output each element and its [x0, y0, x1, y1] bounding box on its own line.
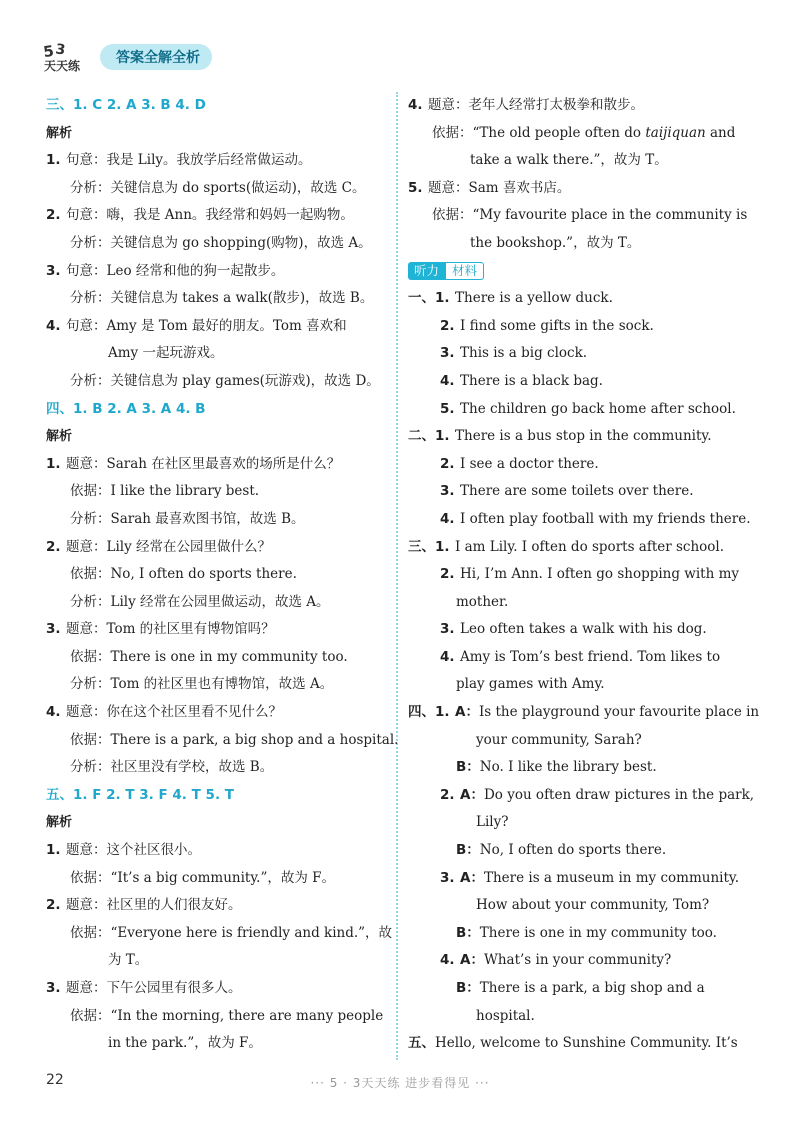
section-3-answers: 三、1. C 2. A 3. B 4. D	[46, 97, 206, 113]
analysis-text: 分析：关键信息为 play games(玩游戏)，故选 D。	[70, 372, 380, 389]
dialogue-line-cont: Lily?	[476, 814, 509, 831]
section-label: 四、	[408, 704, 435, 721]
listening-line-cont: mother.	[456, 593, 509, 610]
dialogue-line: There is a museum in my community.	[483, 869, 740, 886]
dialogue-line: There is one in my community too.	[479, 924, 717, 941]
evidence-text: 依据：There is one in my community too.	[70, 648, 348, 665]
sentence-meaning: 句意：Leo 经常和他的狗一起散步。	[66, 262, 285, 279]
tag-listening: 听力	[408, 262, 445, 280]
evidence-text: 依据：“My favourite place in the community is	[432, 207, 748, 224]
section-label: 三、	[408, 538, 435, 555]
analysis-text: 分析：Tom 的社区里也有博物馆，故选 A。	[70, 676, 334, 693]
analysis-text: 分析：Lily 经常在公园里做运动，故选 A。	[70, 593, 330, 610]
evidence-text: 依据：“It’s a big community.”，故为 F。	[70, 869, 336, 886]
section-4-answers: 四、1. B 2. A 3. A 4. B	[46, 400, 206, 417]
listening-line: This is a big clock.	[460, 345, 588, 362]
listening-line: There is a yellow duck.	[455, 290, 613, 307]
evidence-text: 依据：“Everyone here is friendly and kind.”，故	[70, 924, 393, 941]
dialogue-line: Do you often draw pictures in the park,	[483, 786, 755, 803]
question-meaning: 题意：Sam 喜欢书店。	[428, 179, 571, 196]
evidence-text-cont: take a walk there.”，故为 T。	[470, 152, 668, 169]
dialogue-line: There is a park, a big shop and a	[479, 980, 705, 996]
svg-text:3: 3	[54, 41, 67, 59]
dialogue-line-cont: your community, Sarah?	[476, 731, 642, 748]
evidence-text: 依据：“In the morning, there are many people	[70, 1007, 384, 1024]
listening-line: I find some gifts in the sock.	[460, 317, 654, 334]
listening-line: Hi, I’m Ann. I often go shopping with my	[460, 566, 740, 583]
dialogue-line: No, I often do sports there.	[479, 842, 667, 859]
brand-logo-icon	[42, 40, 98, 74]
sentence-meaning: 句意：我是 Lily。我放学后经常做运动。	[66, 152, 312, 169]
evidence-text-cont: the bookshop.”，故为 T。	[470, 234, 641, 251]
left-column: 三、1. C 2. A 3. B 4. D 解析 1. 句意：我是 Lily。我放学后经常做运动。 分析：关键信息为 do sports(做运动)，故选 C。 2. 句意：嗨，我是 Ann。我经常和妈妈一起购物。 分析：关键信息为 go shopping(购物)，故选 A。 3. 句意：Leo 经常和他的狗一起散步。 分析：关键信息为 takes a walk(散步)，故选 B。 4. 句意：Amy 是 Tom 最好的朋友。Tom 喜欢和 Amy 一起玩游戏。 分析：关键信息为 play games(玩游戏)，故选 D。 四、1. B 2. A 3. A 4. B 解析 1. 题意：Sarah 在社区里最喜欢的场所是什么？ 依据：I like the library best. 分析：Sarah 最喜欢图书馆，故选 B。 2. 题意：Lily 经常在公园里做什么？ 依据：No, I often do sports there. 分析：Lily 经常在公园里做运动，故选 A。 3. 题意：Tom 的社区里有博物馆吗？ 依据：There is one in my community too. 分析：Tom 的社区里也有博物馆，故选 A。 4. 题意：你在这个社区里看不见什么？ 依据：There is a park, a big shop and a hospital. 分析：社区里没有学校，故选 B。 五、1. F 2. T 3. F 4. T 5. T 解析 1. 题意：这个社区很小。 依据：“It’s a big community.”，故为 F。 2. 题意：社区里的人们很友好。 依据：“Everyone here is friendly and kind.”，故 为 T。 3. 题意：下午公园里有很多人。 依据：“In the morning, there are many people in the park.”，故为 F。	[46, 92, 386, 1058]
svg-text:天天练: 天天练	[44, 59, 81, 73]
listening-line: Amy is Tom’s best friend. Tom likes to	[460, 648, 721, 665]
listening-line: I am Lily. I often do sports after school.	[455, 538, 725, 555]
right-column: 4. 题意：老年人经常打太极拳和散步。 依据：“The old people often do taijiquan and take a walk there.”，故为 T。 5. 题意：Sam 喜欢书店。 依据：“My favourite place in the community is the bookshop.”，故为 T。 听力 材料 一、1. There is a yellow duck. 2. I find some gifts in the sock. 3. This is a big clock. 4. There is a black bag. 5. The children go back home after school. 二、1. There is a bus stop in the community. 2. I see a doctor there. 3. There are some toilets over there. 4. I often play football with my friends there. 三、1. I am Lily. I often do sports after school. 2. Hi, I’m Ann. I often go shopping with my mother. 3. Leo often takes a walk with his dog. 4. Amy is Tom’s best friend. Tom likes to play games with Amy. 四、1. A：Is the playground your favourite place in your community, Sarah? B：No. I like the library best. 2. A：Do you often draw pictures in the park, Lily? B：No, I often do sports there. 3. A：There is a museum in my community. How about your community, Tom? B：There is one in my community too. 4. A：What’s in your community? B：There is a park, a big shop and a hospital. 五、Hello, welcome to Sunshine Community. It’s	[408, 97, 760, 1052]
analysis-text: 分析：关键信息为 go shopping(购物)，故选 A。	[70, 234, 372, 251]
evidence-text: 依据：“The old people often do taijiquan and	[432, 124, 736, 141]
analysis-text: 分析：关键信息为 takes a walk(散步)，故选 B。	[70, 290, 374, 307]
evidence-text: 依据：There is a park, a big shop and a hospital.	[70, 731, 399, 748]
question-meaning: 题意：下午公园里有很多人。	[66, 980, 242, 996]
question-meaning: 题意：这个社区很小。	[66, 842, 201, 859]
page-number: 22	[46, 1072, 64, 1088]
dialogue-line: What’s in your community?	[483, 952, 672, 969]
question-meaning: 题意：Sarah 在社区里最喜欢的场所是什么？	[66, 455, 341, 472]
question-meaning: 题意：你在这个社区里看不见什么？	[66, 704, 282, 721]
listening-line: Hello, welcome to Sunshine Community. It’s	[435, 1035, 738, 1052]
dialogue-line-cont: How about your community, Tom?	[476, 897, 710, 914]
sentence-meaning: 句意：嗨，我是 Ann。我经常和妈妈一起购物。	[66, 207, 354, 224]
question-meaning: 题意：Tom 的社区里有博物馆吗？	[66, 621, 275, 638]
listening-line: I often play football with my friends there.	[460, 510, 751, 527]
analysis-text: 分析：Sarah 最喜欢图书馆，故选 B。	[70, 510, 305, 527]
section-5-answers: 五、1. F 2. T 3. F 4. T 5. T	[46, 786, 234, 803]
svg-text:5: 5	[42, 41, 55, 62]
analysis-label: 解析	[46, 815, 73, 831]
evidence-text: 依据：No, I often do sports there.	[70, 566, 297, 583]
evidence-text: 依据：I like the library best.	[70, 483, 260, 500]
sentence-meaning-cont: Amy 一起玩游戏。	[108, 345, 224, 362]
question-meaning: 题意：老年人经常打太极拳和散步。	[428, 97, 644, 113]
evidence-text-cont: 为 T。	[108, 952, 149, 969]
section-label: 五、	[408, 1035, 435, 1052]
analysis-text: 分析：社区里没有学校，故选 B。	[70, 759, 274, 776]
listening-line: I see a doctor there.	[460, 455, 599, 472]
answer-badge: 答案全解全析	[100, 44, 212, 70]
evidence-text-cont: in the park.”，故为 F。	[108, 1035, 262, 1052]
listening-line-cont: play games with Amy.	[456, 676, 605, 693]
dialogue-line: Is the playground your favourite place in	[478, 704, 760, 721]
listening-line: There is a black bag.	[460, 372, 603, 389]
section-label: 二、	[408, 428, 435, 445]
listening-line: The children go back home after school.	[460, 400, 736, 417]
question-meaning: 题意：社区里的人们很友好。	[66, 897, 242, 914]
listening-line: Leo often takes a walk with his dog.	[460, 621, 707, 638]
question-meaning: 题意：Lily 经常在公园里做什么？	[66, 538, 272, 555]
listening-material-tag	[408, 258, 748, 286]
listening-line: There are some toilets over there.	[460, 483, 694, 500]
dialogue-line-cont: hospital.	[476, 1007, 535, 1024]
analysis-label: 解析	[46, 125, 73, 141]
listening-line: There is a bus stop in the community.	[455, 428, 712, 445]
sentence-meaning: 句意：Amy 是 Tom 最好的朋友。Tom 喜欢和	[66, 317, 347, 334]
dialogue-line: No. I like the library best.	[479, 759, 657, 776]
analysis-label: 解析	[46, 429, 73, 445]
column-divider	[396, 92, 398, 1060]
section-label: 一、	[408, 290, 435, 307]
analysis-text: 分析：关键信息为 do sports(做运动)，故选 C。	[70, 179, 366, 196]
footer-slogan: ··· 5 · 3天天练 进步看得见 ···	[310, 1076, 490, 1090]
tag-material: 材料	[445, 262, 484, 280]
